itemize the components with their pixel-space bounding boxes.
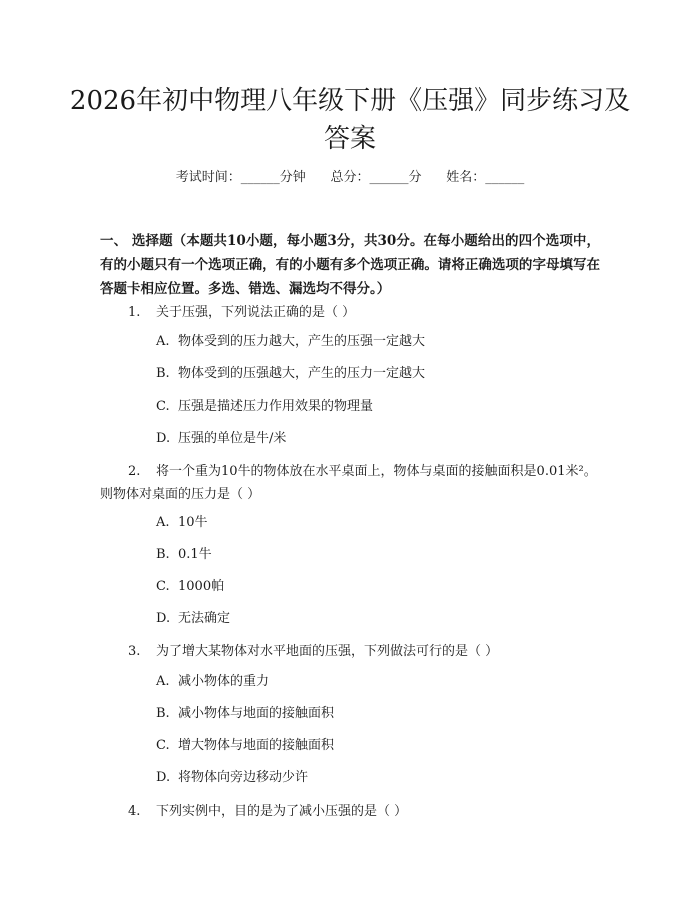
question-number: 4. — [128, 804, 141, 819]
question-text: 下列实例中，目的是为了减小压强的是（ ） — [156, 804, 408, 819]
question-number: 2. — [128, 464, 141, 479]
option-1b: B. 物体受到的压强越大，产生的压力一定越大 — [156, 366, 426, 381]
exam-info-line: 考试时间：______分钟 总分：______分 姓名：______ — [175, 170, 525, 185]
question-text: 将一个重为10牛的物体放在水平桌面上，物体与桌面的接触面积是0.01米²。则物体对桌面的压力是（ ） — [100, 464, 597, 502]
option-1a: A. 物体受到的压力越大，产生的压强一定越大 — [156, 334, 426, 349]
option-3b: B. 减小物体与地面的接触面积 — [156, 706, 335, 721]
question-4 — [100, 800, 600, 823]
page-title: 2026年初中物理八年级下册《压强》同步练习及答案 — [69, 86, 631, 154]
option-2c: C. 1000帕 — [156, 579, 225, 594]
question-number: 3. — [128, 644, 141, 659]
question-2 — [100, 460, 600, 506]
option-2d: D. 无法确定 — [156, 611, 231, 626]
option-3c: C. 增大物体与地面的接触面积 — [156, 738, 335, 753]
option-1c: C. 压强是描述压力作用效果的物理量 — [156, 399, 374, 414]
question-3 — [100, 640, 600, 663]
question-text: 关于压强，下列说法正确的是（ ） — [156, 305, 356, 320]
question-number: 1. — [128, 305, 141, 320]
option-2a: A. 10牛 — [156, 515, 208, 530]
option-2b: B. 0.1牛 — [156, 547, 212, 562]
question-text: 为了增大某物体对水平地面的压强，下列做法可行的是（ ） — [156, 644, 499, 659]
section-heading: 一、 选择题（本题共10小题，每小题3分，共30分。在每小题给出的四个选项中，有的小题只有一个选项正确，有的小题有多个选项正确。请将正确选项的字母填写在答题卡相应位置。多选、错选、漏选均不得分。） — [100, 233, 600, 297]
option-3a: A. 减小物体的重力 — [156, 674, 270, 689]
option-1d: D. 压强的单位是牛/米 — [156, 431, 287, 446]
option-3d: D. 将物体向旁边移动少许 — [156, 770, 309, 785]
question-1 — [100, 301, 600, 324]
